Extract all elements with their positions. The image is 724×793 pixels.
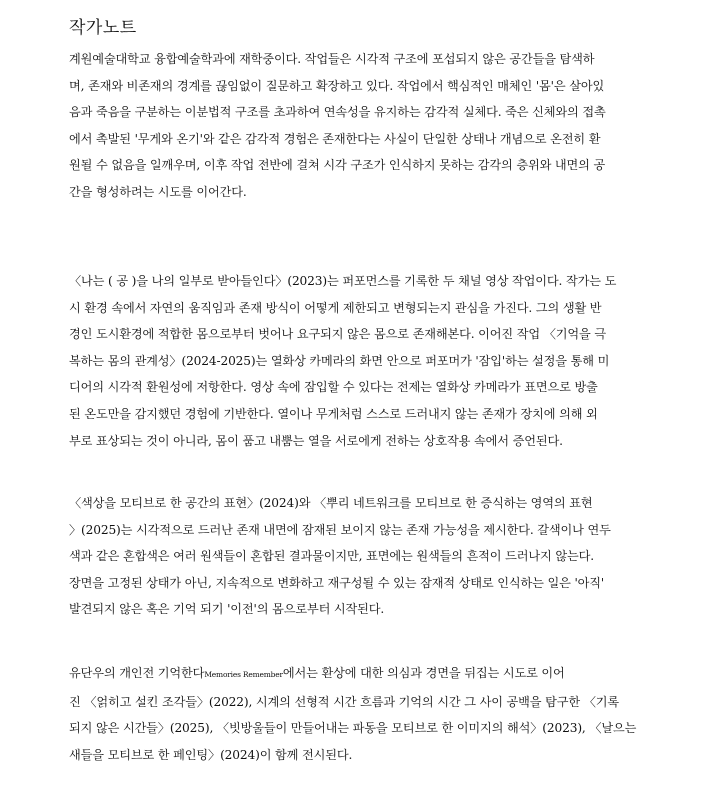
page-title: 작가노트 [69,18,137,38]
text-line [69,660,636,689]
text-line: 경인 도시환경에 적합한 몸으로부터 벗어나 요구되지 않은 몸으로 존재해본다. 이어진 작업 〈기억을 극 [69,327,606,342]
text-line: 에서 촉발된 '무게와 온기'와 같은 감각적 경험은 존재한다는 사실이 단일한 상태나 개념으로 온전히 환 [69,131,601,146]
text-line: 새들을 모티브로 한 페인팅〉(2024)이 함께 전시된다. [69,747,353,762]
text-line: 계원예술대학교 융합예술학과에 재학중이다. 작업들은 시각적 구조에 포섭되지 않은 공간들을 탐색하 [69,52,595,66]
text-line: 색과 같은 혼합색은 여러 원색들이 혼합된 결과물이지만, 표면에는 원색들의 흔적이 드러나지 않는다. [69,549,594,564]
text-line: 디어의 시각적 환원성에 저항한다. 영상 속에 잠입할 수 있다는 전제는 열화상 카메라가 표면으로 방출 [69,380,598,395]
paragraph-intro [69,46,606,206]
text-line: 진 〈얽히고 설킨 조각들〉(2022), 시계의 선형적 시간 흐름과 기억의 시간 그 사이 공백을 탐구한 〈기록 [69,694,620,709]
text-line: 복하는 몸의 관계성〉(2024-2025)는 열화상 카메라의 화면 안으로 퍼포머가 '잠입'하는 설정을 통해 미 [69,353,610,368]
text-line: 되지 않은 시간들〉(2025), 〈빗방울들이 만들어내는 파동을 모티브로 한 이미지의 해석〉(2023), 〈날으는 [69,721,637,736]
exhibition-intro-text: 유단우의 개인전 기억한다 [69,666,205,680]
paragraph-performance-works [69,268,616,454]
text-line: 시 환경 속에서 자연의 움직임과 존재 방식이 어떻게 제한되고 변형되는지 관심을 가진다. 그의 생활 반 [69,300,602,315]
paragraph-color-works [69,490,611,623]
text-line: 원될 수 없음을 일깨우며, 이후 작업 전반에 걸쳐 시각 구조가 인식하지 못하는 감각의 층위와 내면의 공 [69,158,606,173]
text-line: 발견되지 않은 혹은 기억 되기 '이전'의 몸으로부터 시작된다. [69,602,385,617]
text-line: 장면을 고정된 상태가 아닌, 지속적으로 변화하고 재구성될 수 있는 잠재적 상태로 인식하는 일은 '아직' [69,575,605,590]
paragraph-exhibition [69,660,636,768]
text-line: 간을 형성하려는 시도를 이어간다. [69,184,247,199]
text-line: 〈색상을 모티브로 한 공간의 표현〉(2024)와 〈뿌리 네트워크를 모티브로 한 증식하는 영역의 표현 [69,496,593,510]
text-line: 부로 표상되는 것이 아니라, 몸이 품고 내뿜는 열을 서로에게 전하는 상호작용 속에서 증언된다. [69,433,563,448]
text-line: 며, 존재와 비존재의 경계를 끊임없이 질문하고 확장하고 있다. 작업에서 핵심적인 매체인 '몸'은 살아있 [69,78,605,93]
text-line: 음과 죽음을 구분하는 이분법적 구조를 초과하여 연속성을 유지하는 감각적 실체다. 죽은 신체와의 접촉 [69,105,606,120]
exhibition-english-title: Memories Remember [204,670,283,679]
text-line: 〈나는 ( 공 )을 나의 일부로 받아들인다〉(2023)는 퍼포먼스를 기록한 두 채널 영상 작업이다. 작가는 도 [69,274,617,288]
text-line: 〉(2025)는 시각적으로 드러난 존재 내면에 잠재된 보이지 않는 존재 가능성을 제시한다. 갈색이나 연두 [69,522,611,537]
exhibition-intro-continued: 에서는 환상에 대한 의심과 경면을 뒤집는 시도로 이어 [282,666,565,680]
text-line: 된 온도만을 감지했던 경험에 기반한다. 열이나 무게처럼 스스로 드러내지 않는 존재가 장치에 의해 외 [69,406,598,421]
